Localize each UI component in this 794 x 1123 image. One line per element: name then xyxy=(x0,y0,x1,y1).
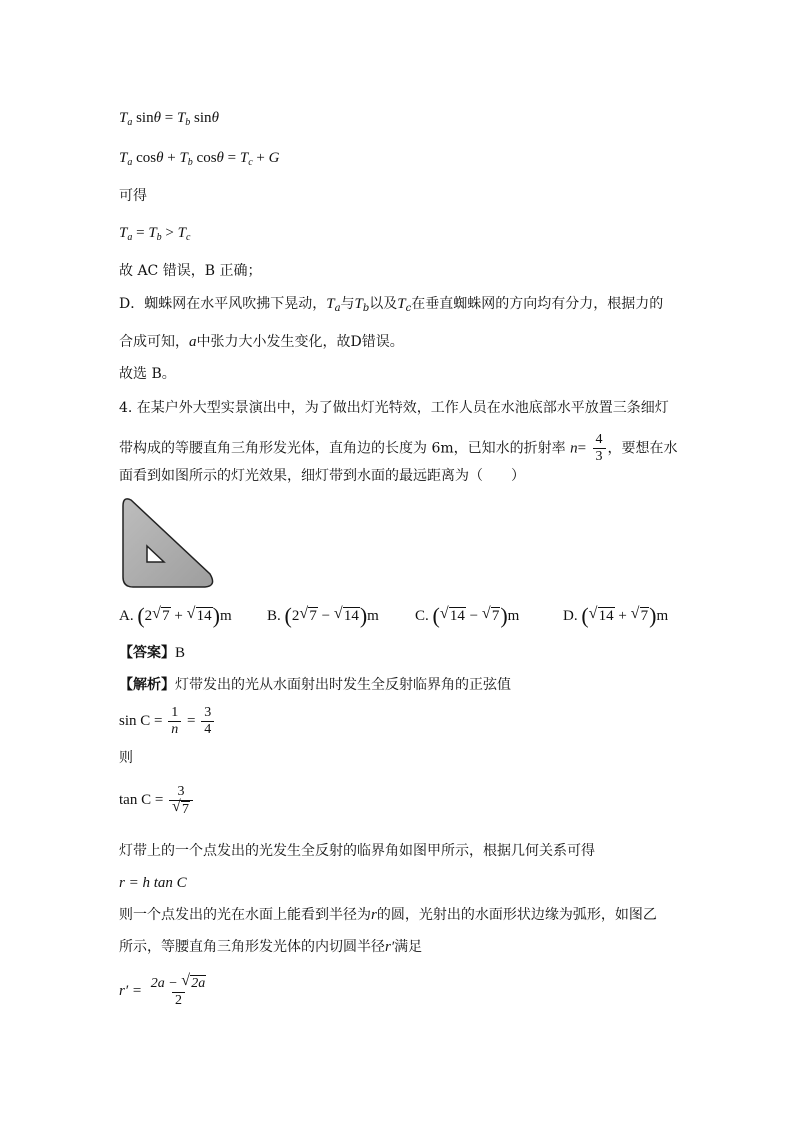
refractive-index-fraction: $\frac{4}{3}$ xyxy=(593,432,606,465)
equation-sin-c: sin C = $\frac{1}{n}$ = $\frac{3}{4}$ xyxy=(119,704,216,738)
answer-line: 【答案】B xyxy=(119,645,186,661)
text-final-choice: 故选 B。 xyxy=(119,366,176,382)
equation-incircle-radius: r′ = 2a − √ 2a 2 xyxy=(119,971,206,1008)
question-4-line-1: 4. 在某户外大型实景演出中，为了做出灯光特效，工作人员在水池底部水平放置三条细灯 xyxy=(119,400,669,416)
analysis-line: 【解析】灯带发出的光从水面射出时发生全反射临界角的正弦值 xyxy=(119,677,511,693)
question-4-line-2: 带构成的等腰直角三角形发光体，直角边的长度为 6m，已知水的折射率 n= $\frac{4}{3}$ ，要想在水 xyxy=(119,432,678,464)
equation-tan-c: tan C = 3 √ 7 xyxy=(119,782,195,818)
option-d: D. ( √ 14 + √ 7)m xyxy=(563,603,669,628)
paragraph-incircle: 所示，等腰直角三角形发光体的内切圆半径r′满足 xyxy=(119,939,423,955)
text-ze: 则 xyxy=(119,750,133,766)
option-b: B. (2 √ 7 − √ 14)m xyxy=(267,603,379,628)
equation-r-htanc: r = h tan C xyxy=(119,875,187,891)
figure-triangle-light xyxy=(119,494,219,592)
paragraph-circle-radius: 则一个点发出的光在水面上能看到半径为r的圆，光射出的水面形状边缘为弧形，如图乙 xyxy=(119,907,657,923)
text-option-d-analysis-2: 合成可知，a中张力大小发生变化，故D错误。 xyxy=(119,334,404,350)
text-option-d-analysis-1: D．蜘蛛网在水平风吹拂下晃动，$T_a$与$T_b$以及$T_c$在垂直蜘蛛网的方向均有分力，根据力的 xyxy=(119,296,664,314)
question-4-line-3: 面看到如图所示的灯光效果，细灯带到水面的最远距离为（ ） xyxy=(119,468,525,484)
paragraph-critical-angle: 灯带上的一个点发出的光发生全反射的临界角如图甲所示，根据几何关系可得 xyxy=(119,843,595,859)
option-a: A. (2 √ 7 + √ 14)m xyxy=(119,603,232,628)
equation-tension-vertical: $T_a$ $\cos\theta + T_b$ $\cos\theta = T_c + G$ xyxy=(119,150,280,168)
equation-tension-compare: $T_a = T_b > T_c$ xyxy=(119,225,191,243)
text-kede: 可得 xyxy=(119,188,147,204)
option-c: C. ( √ 14 − √ 7)m xyxy=(415,603,520,628)
text-conclusion-ac: 故 AC 错误，B 正确； xyxy=(119,263,262,279)
equation-tension-horizontal: $T_a$ $\sin\theta = T_b$ sinθ xyxy=(119,110,219,128)
